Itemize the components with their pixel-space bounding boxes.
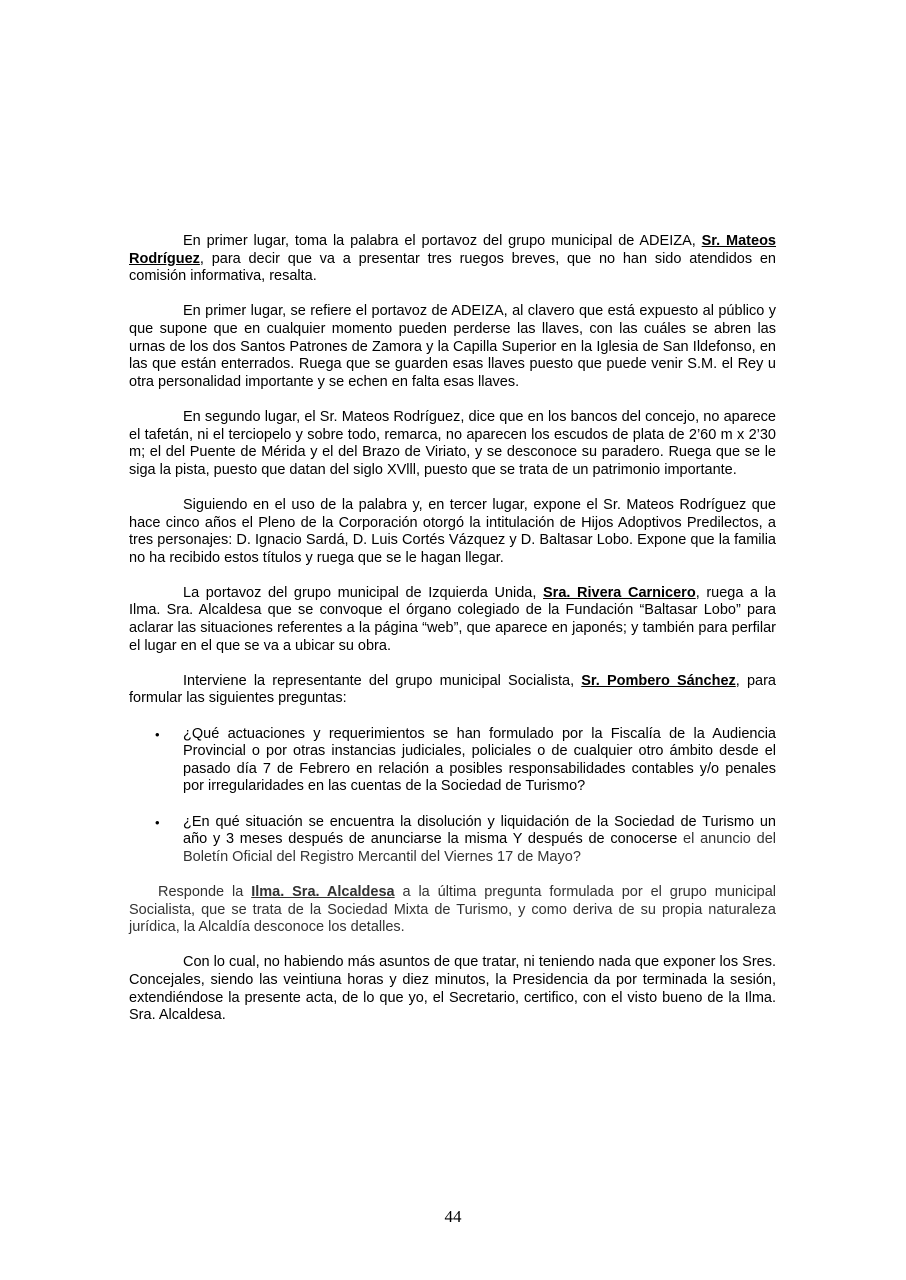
paragraph-adeiza-intro xyxy=(129,233,776,286)
paragraph-izquierda-unida xyxy=(129,585,776,655)
question-text: ¿Qué actuaciones y requerimientos se han formulado por la Fiscalía de la Audiencia Provincial o por otras instancias judiciales, policiales o de cualquier otro ámbito desde el pasado día 7 de Febrero en relación a posibles responsabilidades contables y/o penales por irregularidades en las cuentas de la Sociedad de Turismo? xyxy=(183,725,776,795)
paragraph-text: Interviene la representante del grupo municipal Socialista, xyxy=(183,672,582,689)
paragraph-text: , para decir que va a presentar tres ruegos breves, que no han sido atendidos en comisión informativa, resalta. xyxy=(129,250,776,285)
speaker-name-mateos: Sr. Mateos Rodríguez xyxy=(129,233,776,267)
paragraph-text: La portavoz del grupo municipal de Izquierda Unida, xyxy=(183,584,544,601)
speaker-name-rivera: Sra. Rivera Carnicero xyxy=(543,584,696,601)
paragraph-closing: Con lo cual, no habiendo más asuntos de que tratar, ni teniendo nada que exponer los Sres. Concejales, siendo las veintiuna horas y diez minutos, la Presidencia da por terminada la sesión, extendiéndose la presente acta, de lo que yo, el Secretario, certifico, con el visto bueno de la Ilma. Sra. Alcaldesa. xyxy=(129,954,776,1024)
question-text-tail: el anuncio del Boletín Oficial del Registro Mercantil del Viernes 17 de Mayo? xyxy=(183,831,776,865)
list-item xyxy=(129,726,776,796)
page-number: 44 xyxy=(444,1207,462,1226)
document-body xyxy=(129,233,776,1042)
paragraph-text: , ruega a la Ilma. Sra. Alcaldesa que se convoque el órgano colegiado de la Fundación “Baltasar Lobo” para aclarar las situaciones referentes a la página “web”, que aparece en japonés; y también para perfilar el lugar en el que se va a ubicar su obra. xyxy=(129,584,776,654)
paragraph-clavero: En primer lugar, se refiere el portavoz de ADEIZA, al clavero que está expuesto al público y que supone que en cualquier momento pueden perderse las llaves, con las cuáles se abren las urnas de los dos Santos Patrones de Zamora y la Capilla Superior en la Iglesia de San Ildefonso, en las que están enterrados. Ruega que se guarden esas llaves puesto que puede venir S.M. el Rey u otra personalidad importante y se echen en falta esas llaves. xyxy=(129,303,776,390)
paragraph-hijos-adoptivos: Siguiendo en el uso de la palabra y, en tercer lugar, expone el Sr. Mateos Rodríguez que hace cinco años el Pleno de la Corporación otorgó la intitulación de Hijos Adoptivos Predilectos, a tres personajes: D. Ignacio Sardá, D. Luis Cortés Vázquez y D. Baltasar Lobo. Expone que la familia no ha recibido estos títulos y ruega que se le hagan llegar. xyxy=(129,496,776,566)
paragraph-alcaldesa-response xyxy=(129,884,776,937)
bullet-icon: • xyxy=(155,814,160,830)
paragraph-bancos-concejo: En segundo lugar, el Sr. Mateos Rodríguez, dice que en los bancos del concejo, no aparece el tafetán, ni el terciopelo y sobre todo, remarca, no aparecen los escudos de plata de 2’60 m x 2’30 m; el del Puente de Mérida y el del Brazo de Viriato, y se desconoce su paradero. Ruega que se le siga la pista, puesto que datan del siglo XVlll, puesto que se trata de un patrimonio importante. xyxy=(129,408,776,478)
list-item xyxy=(129,814,776,867)
bullet-icon: • xyxy=(155,726,160,742)
questions-list xyxy=(129,726,776,867)
speaker-name-pombero: Sr. Pombero Sánchez xyxy=(581,672,736,689)
paragraph-text: , para formular las siguientes preguntas: xyxy=(129,672,776,707)
speaker-name-alcaldesa: Ilma. Sra. Alcaldesa xyxy=(251,883,395,900)
paragraph-text: Responde la xyxy=(158,883,252,900)
paragraph-text: a la última pregunta formulada por el grupo municipal Socialista, que se trata de la Sociedad Mixta de Turismo, y como deriva de su propia naturaleza jurídica, la Alcaldía desconoce los detalles. xyxy=(129,883,776,936)
question-text: ¿En qué situación se encuentra la disolución y liquidación de la Sociedad de Turismo un año y 3 meses después de anunciarse la misma Y después de conocerse xyxy=(183,813,776,848)
paragraph-socialista xyxy=(129,673,776,708)
paragraph-text: En primer lugar, toma la palabra el portavoz del grupo municipal de ADEIZA, xyxy=(183,233,702,249)
